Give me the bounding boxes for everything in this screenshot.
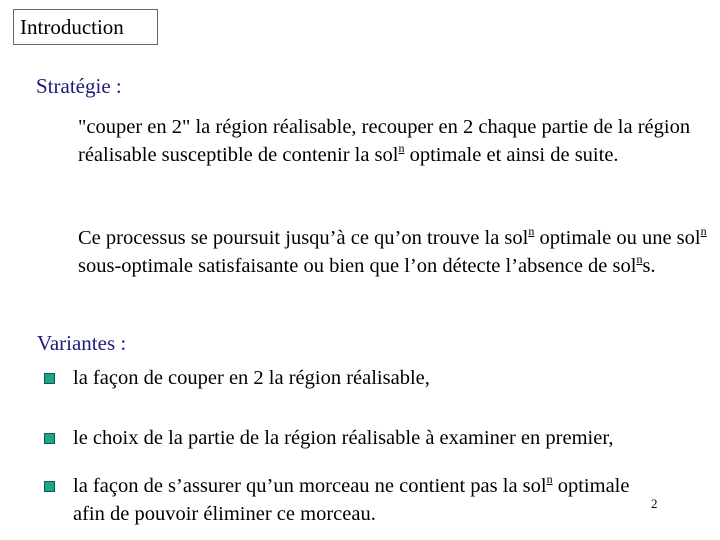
item3-superscript: n — [546, 472, 553, 486]
variante-item-1-text: la façon de couper en 2 la région réalisable, — [73, 367, 430, 389]
item3-text-b: optimale afin de pouvoir éliminer ce morceau. — [73, 475, 630, 525]
strategie-paragraph-2 — [78, 224, 710, 280]
p2-text-c: sous-optimale satisfaisante ou bien que l’on détecte l’absence de sol — [78, 255, 637, 277]
p1-text-a: "couper en 2" la région réalisable, recouper en 2 chaque partie de la région réalisable susceptible de contenir la sol — [78, 116, 691, 166]
slide-title-text: Introduction — [20, 15, 124, 39]
p2-superscript-2: n — [700, 224, 707, 238]
square-bullet-icon — [44, 373, 55, 384]
variantes-heading: Variantes : — [37, 331, 127, 355]
page-number: 2 — [651, 496, 658, 511]
variante-item-2-text: le choix de la partie de la région réalisable à examiner en premier, — [73, 427, 614, 449]
variante-item-3-text — [73, 472, 663, 528]
square-bullet-icon — [44, 433, 55, 444]
p2-text-b: optimale ou une sol — [534, 227, 701, 249]
slide-title — [13, 9, 158, 45]
p1-superscript: n — [398, 141, 405, 155]
p2-text-a: Ce processus se poursuit jusqu’à ce qu’on trouve la sol — [78, 227, 529, 249]
square-bullet-icon — [44, 481, 55, 492]
p1-text-b: optimale et ainsi de suite. — [404, 144, 619, 166]
p2-text-d: s. — [642, 255, 656, 277]
p2-superscript-3: n — [636, 252, 643, 266]
item3-text-a: la façon de s’assurer qu’un morceau ne contient pas la sol — [73, 475, 547, 497]
strategie-paragraph-1 — [78, 113, 710, 169]
strategie-heading: Stratégie : — [36, 74, 122, 98]
p2-superscript-1: n — [528, 224, 535, 238]
